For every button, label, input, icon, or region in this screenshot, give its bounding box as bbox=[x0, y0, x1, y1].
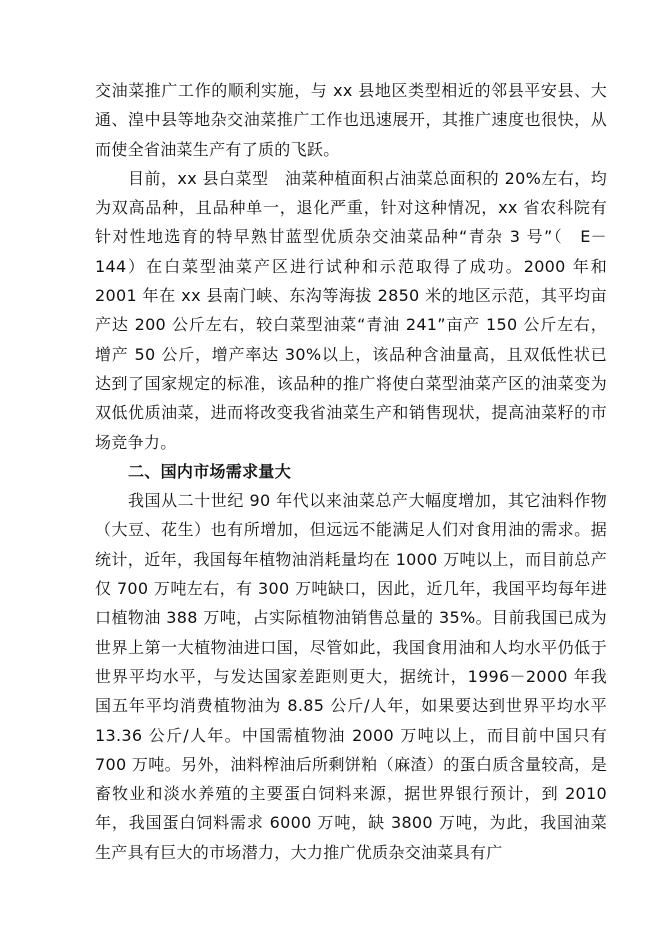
paragraph-domestic-demand: 我国从二十世纪 90 年代以来油菜总产大幅度增加，其它油料作物（大豆、花生）也有所增加，但远远不能满足人们对食用油的需求。据统计，近年，我国每年植物油消耗量均在 1000 万吨以上，而目前总产仅 700 万吨左右，有 300 万吨缺口，因此，近几年，我国平均每年进口植物油 388 万吨，占实际植物油销售总量的 35%。目前我国已成为世界上第一大植物油进口国，尽管如此，我国食用油和人均水平仍低于世界平均水平，与发达国家差距则更大，据统计，1996－2000 年我国五年平均消费植物油为 8.85 公斤/人年，如果要达到世界平均水平 13.36 公斤/人年。中国需植物油 2000 万吨以上，而目前中国只有 700 万吨。另外，油料榨油后所剩饼粕（麻渣）的蛋白质含量较高，是畜牧业和淡水养殖的主要蛋白饲料来源，据世界银行预计，到 2010 年，我国蛋白饲料需求 6000 万吨，缺 3800 万吨，为此，我国油菜生产具有巨大的市场潜力，大力推广优质杂交油菜具有广 bbox=[95, 491, 607, 862]
document-page bbox=[95, 76, 607, 867]
section-heading: 二、国内市场需求量大 bbox=[128, 461, 292, 481]
paragraph-continuation: 交油菜推广工作的顺利实施，与 xx 县地区类型相近的邻县平安县、大通、湟中县等地杂交油菜推广工作也迅速展开，其推广速度也很快，从而使全省油菜生产有了质的飞跃。 bbox=[95, 81, 607, 159]
paragraph-cabbage-type-rapeseed: 目前，xx 县白菜型 油菜种植面积占油菜总面积的 20%左右，均为双高品种，且品种单一，退化严重，针对这种情况，xx 省农科院有针对性地选育的特早熟甘蓝型优质杂交油菜品种“青杂 3 号”（ E－144）在白菜型油菜产区进行试种和示范取得了成功。2000 年和 2001 年在 xx 县南门峡、东沟等海拔 2850 米的地区示范，其平均亩产达 200 公斤左右，较白菜型油菜“青油 241”亩产 150 公斤左右，增产 50 公斤，增产率达 30%以上，该品种含油量高，且双低性状已达到了国家规定的标准，该品种的推广将使白菜型油菜产区的油菜变为双低优质油菜，进而将改变我省油菜生产和销售现状，提高油菜籽的市场竞争力。 bbox=[95, 168, 607, 452]
